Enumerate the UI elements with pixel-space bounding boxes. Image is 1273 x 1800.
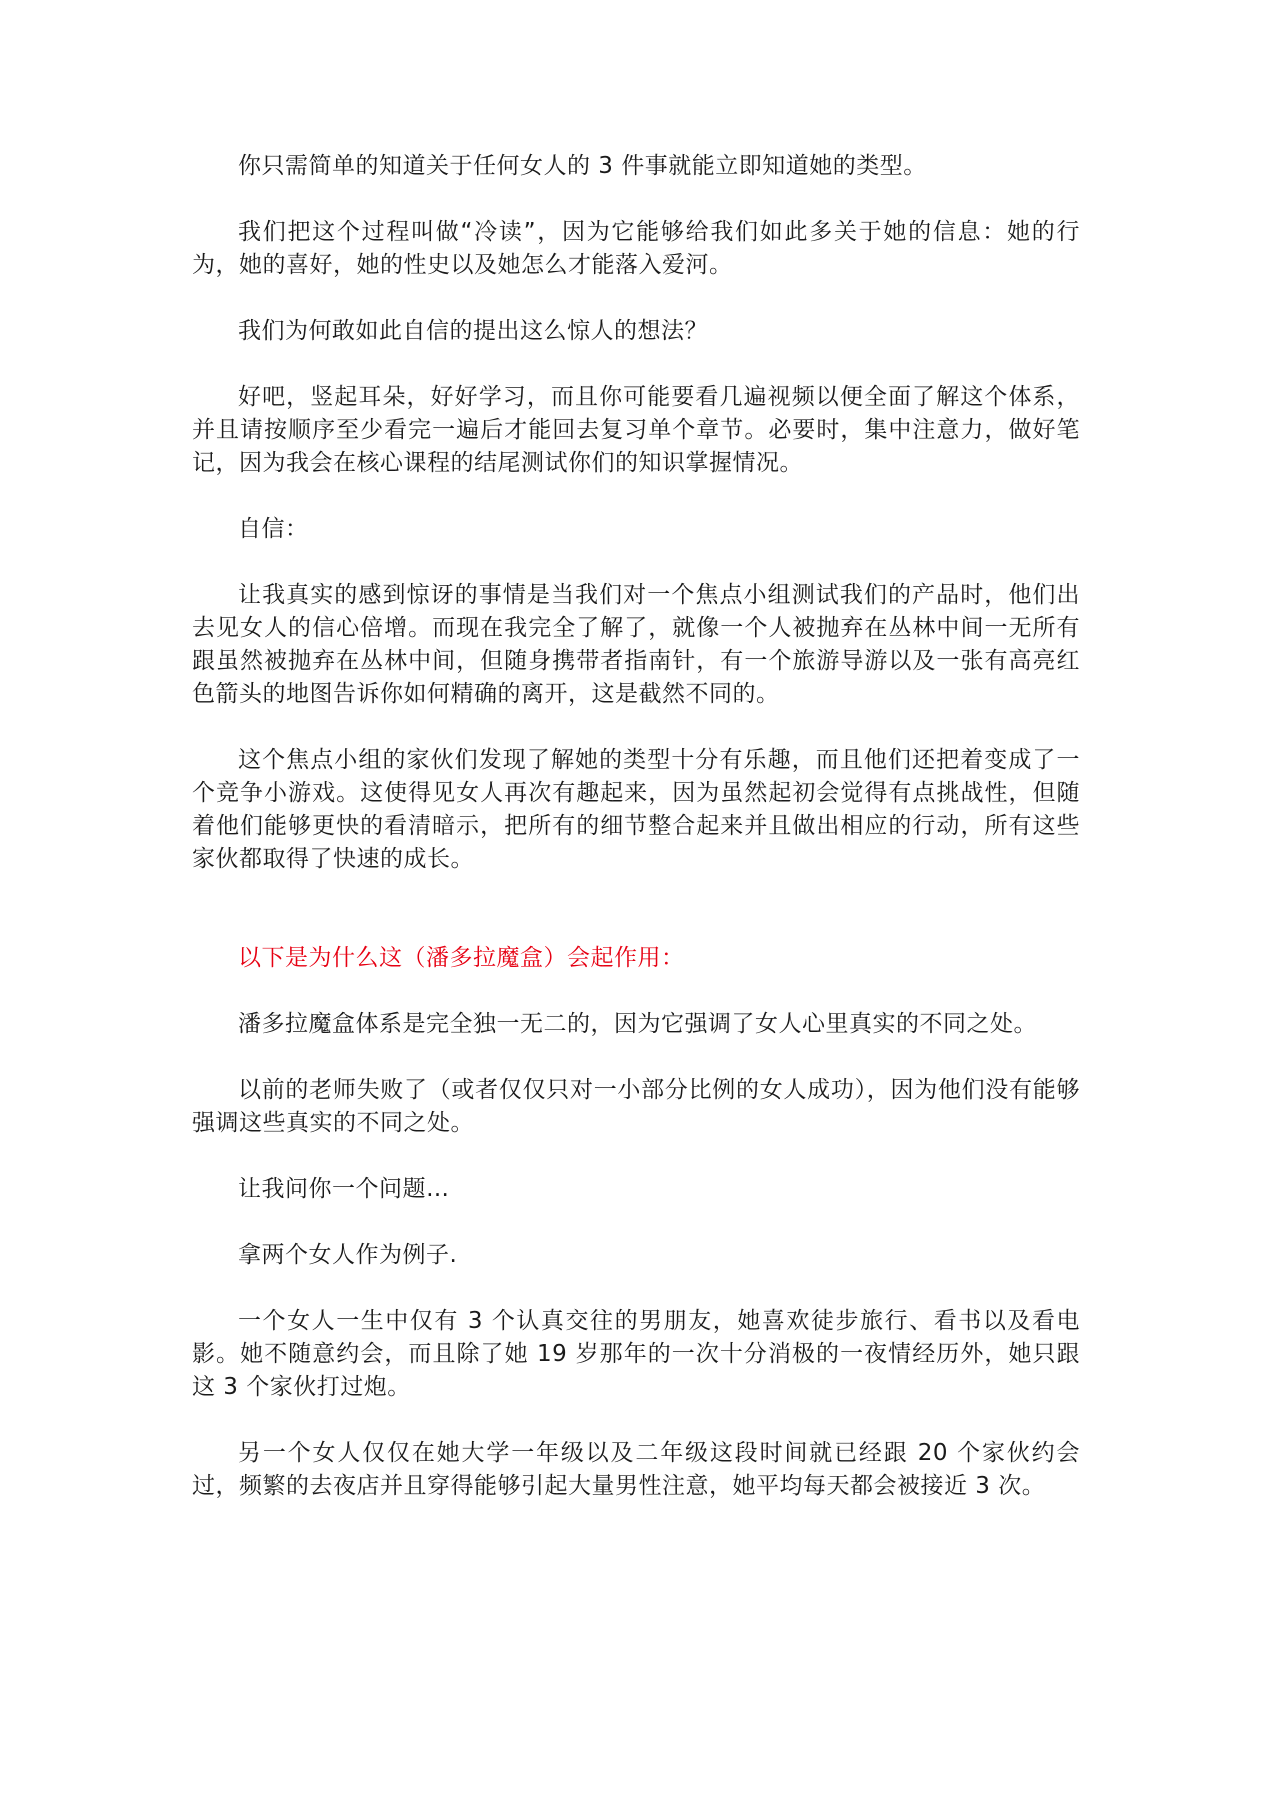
section-heading-why-it-works: 以下是为什么这（潘多拉魔盒）会起作用： bbox=[238, 945, 685, 971]
paragraph-focus-group-fun: 这个焦点小组的家伙们发现了解她的类型十分有乐趣，而且他们还把着变成了一个竞争小游戏。这使得见女人再次有趣起来，因为虽然起初会觉得有点挑战性，但随着他们能够更快的看清暗示，把所有的细节整合起来并且做出相应的行动，所有这些家伙都取得了快速的成长。 bbox=[192, 747, 1080, 872]
section-title-confidence: 自信： bbox=[238, 516, 309, 542]
paragraph-intro: 你只需简单的知道关于任何女人的 3 件事就能立即知道她的类型。 bbox=[238, 153, 927, 179]
paragraph-previous-teachers: 以前的老师失败了（或者仅仅只对一小部分比例的女人成功），因为他们没有能够强调这些真实的不同之处。 bbox=[192, 1077, 1080, 1136]
paragraph-ask-question: 让我问你一个问题… bbox=[238, 1176, 450, 1202]
paragraph-question: 我们为何敢如此自信的提出这么惊人的想法？ bbox=[238, 318, 708, 344]
paragraph-second-woman: 另一个女人仅仅在她大学一年级以及二年级这段时间就已经跟 20 个家伙约会过，频繁的去夜店并且穿得能够引起大量男性注意，她平均每天都会被接近 3 次。 bbox=[192, 1440, 1080, 1499]
paragraph-study-instructions: 好吧，竖起耳朵，好好学习，而且你可能要看几遍视频以便全面了解这个体系，并且请按顺序至少看完一遍后才能回去复习单个章节。必要时，集中注意力，做好笔记，因为我会在核心课程的结尾测试你们的知识掌握情况。 bbox=[192, 384, 1080, 476]
paragraph-two-women: 拿两个女人作为例子. bbox=[238, 1242, 458, 1268]
paragraph-cold-reading: 我们把这个过程叫做“冷读”，因为它能够给我们如此多关于她的信息：她的行为，她的喜好，她的性史以及她怎么才能落入爱河。 bbox=[192, 219, 1080, 278]
paragraph-focus-group: 让我真实的感到惊讶的事情是当我们对一个焦点小组测试我们的产品时，他们出去见女人的信心倍增。而现在我完全了解了，就像一个人被抛弃在丛林中间一无所有跟虽然被抛弃在丛林中间，但随身携带者指南针，有一个旅游导游以及一张有高亮红色箭头的地图告诉你如何精确的离开，这是截然不同的。 bbox=[192, 582, 1080, 707]
document-body bbox=[192, 150, 1080, 1536]
paragraph-first-woman: 一个女人一生中仅有 3 个认真交往的男朋友，她喜欢徒步旅行、看书以及看电影。她不随意约会，而且除了她 19 岁那年的一次十分消极的一夜情经历外，她只跟这 3 个家伙打过炮。 bbox=[192, 1308, 1080, 1400]
paragraph-system-unique: 潘多拉魔盒体系是完全独一无二的，因为它强调了女人心里真实的不同之处。 bbox=[238, 1011, 1037, 1037]
